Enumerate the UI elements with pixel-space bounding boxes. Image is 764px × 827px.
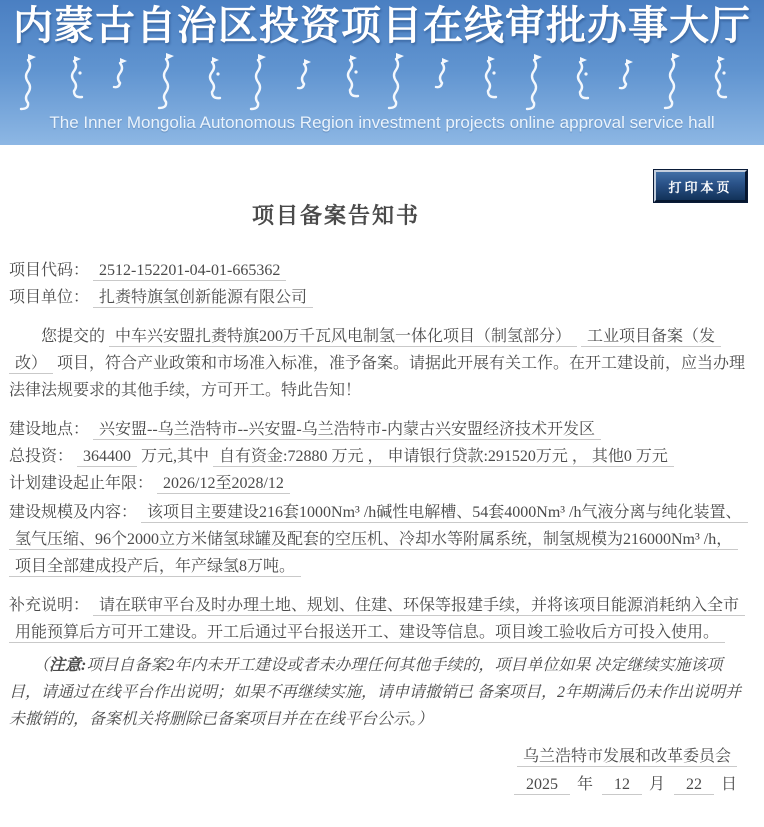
intro-project-name: 中车兴安盟扎赉特旗200万千瓦风电制氢一体化项目（制氢部分）: [109, 328, 577, 347]
print-row: [9, 170, 747, 204]
date-year-label: 年: [576, 776, 593, 793]
project-unit-label: 项目单位：: [9, 289, 90, 306]
date-row: [9, 771, 747, 798]
banner-title-en: The Inner Mongolia Autonomous Region investment projects online approval service hall: [49, 113, 715, 132]
field-scale: [9, 499, 747, 580]
scale-label: 建设规模及内容：: [9, 504, 138, 521]
print-page-button[interactable]: 打印本页: [654, 170, 747, 202]
field-period: [9, 470, 747, 497]
date-month-label: 月: [648, 776, 665, 793]
supplement-label: 补充说明：: [9, 597, 90, 614]
date-month: 12: [602, 776, 642, 795]
banner-title-cn: 内蒙古自治区投资项目在线审批办事大厅: [13, 3, 751, 48]
field-project-code: [9, 257, 747, 284]
field-investment: [9, 443, 747, 470]
location-label: 建设地点：: [9, 421, 90, 438]
intro-record-type: 工业项目备案（发改）: [9, 328, 721, 374]
note-paragraph: [9, 652, 747, 733]
note-keyword: 注意:: [49, 657, 87, 674]
notice-body: [9, 257, 747, 798]
investment-amount-suffix: 万元,其中: [141, 448, 210, 465]
intro-paragraph: [9, 323, 747, 404]
site-banner: [0, 0, 764, 145]
scale-value: 该项目主要建设216套1000Nm³ /h碱性电解槽、54套4000Nm³ /h气液分离与纯化装置、氢气压缩、96个2000立方米储氢球罐及配套的空压机、冷却水等附属系统，制氢规模为216000Nm³ /h，项目全部建成投产后，年产绿氢8万吨。: [9, 504, 748, 577]
investment-label: 总投资：: [9, 448, 74, 465]
note-text: 项目自备案2年内未开工建设或者未办理任何其他手续的，项目单位如果 决定继续实施该项目，请通过在线平台作出说明；如果不再继续实施，请申请撤销已 备案项目，2年期满后仍未作出说明并未撤销的，备案机关将删除已备案项目并在在线平台公示。）: [9, 657, 742, 728]
issuer-name: 乌兰浩特市发展和改革委员会: [517, 748, 737, 767]
investment-amount: 364400: [77, 448, 137, 467]
project-code-value: 2512-152201-04-01-665362: [93, 262, 286, 281]
intro-prefix: 您提交的: [41, 328, 106, 345]
notice-document: [0, 145, 764, 814]
period-value: 2026/12至2028/12: [157, 475, 290, 494]
field-location: [9, 416, 747, 443]
location-value: 兴安盟--乌兰浩特市--兴安盟-乌兰浩特市-内蒙古兴安盟经济技术开发区: [93, 421, 601, 440]
period-label: 计划建设起止年限：: [9, 475, 154, 492]
notice-title: 项目备案告知书: [251, 203, 420, 228]
issuer-row: [9, 743, 747, 770]
project-code-label: 项目代码：: [9, 262, 90, 279]
field-supplement: [9, 592, 747, 646]
mongolian-script: [9, 52, 755, 112]
note-open: （: [33, 657, 50, 674]
supplement-value: 请在联审平台及时办理土地、规划、住建、环保等报建手续，并将该项目能源消耗纳入全市用能预算后方可开工建设。开工后通过平台报送开工、建设等信息。项目竣工验收后方可投入使用。: [9, 597, 745, 643]
investment-breakdown: 自有资金:72880 万元 ， 申请银行贷款:291520万元 ， 其他0 万元: [213, 448, 674, 467]
date-year: 2025: [514, 776, 570, 795]
intro-suffix: 项目，符合产业政策和市场准入标准，准予备案。请据此开展有关工作。在开工建设前，应当办理法律法规要求的其他手续，方可开工。特此告知！: [9, 355, 746, 399]
date-day-label: 日: [720, 776, 737, 793]
field-project-unit: [9, 284, 747, 311]
project-unit-value: 扎赉特旗氢创新能源有限公司: [93, 289, 313, 308]
date-day: 22: [674, 776, 714, 795]
